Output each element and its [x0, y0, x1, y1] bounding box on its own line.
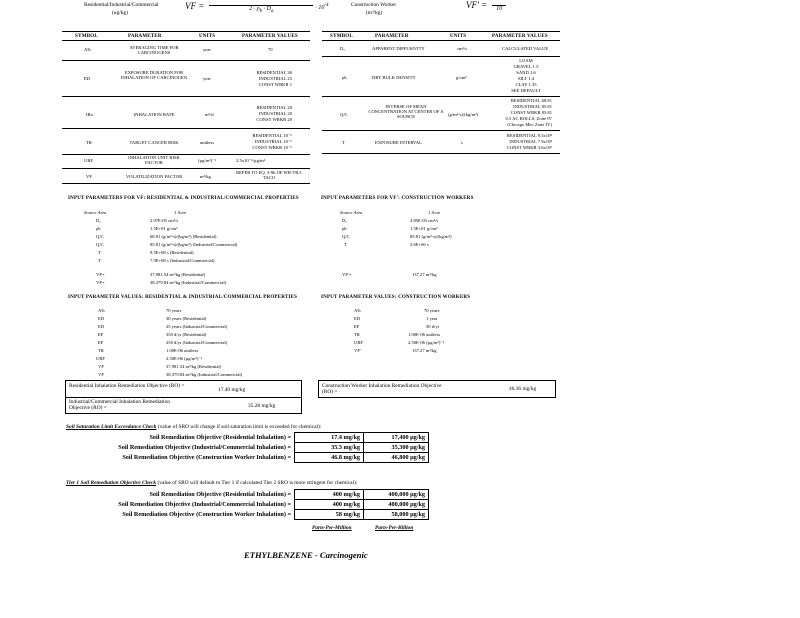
value-text: 2.50E-06 (µg/m³)⁻¹ [166, 356, 203, 361]
row-parameter: AVERAGING TIME FOR CARCINOGENS [129, 45, 179, 55]
input-left-title: INPUT PARAMETERS FOR VF: RESIDENTIAL & INDUSTRIAL/COMMERCIAL PROPERTIES [68, 196, 299, 201]
row-value: 70 [268, 47, 273, 52]
row-value: 0.5 AC ROLLS, Zone IV [505, 116, 552, 121]
source-area-value: 1 Acre [428, 210, 441, 215]
right-title: Construction Worker [351, 2, 397, 8]
input-symbol: Q/C [96, 242, 104, 247]
row-units: year [203, 76, 211, 81]
input-value: 7.9E+08 s (Industrial/Commercial) [150, 258, 215, 263]
table-row [66, 453, 429, 463]
col-parameter: PARAMETER [128, 34, 162, 39]
input-value: 85.81 (g/m²-s)/(kg/m³) [410, 234, 452, 239]
table-left-header-rule [62, 40, 310, 41]
saturation-label: Soil Remediation Objective (Residential Inhalation) = [66, 433, 295, 443]
row-units: g/cm³ [456, 75, 467, 80]
table-row [66, 443, 429, 453]
right-formula: VF' = 10 [466, 0, 506, 12]
value-text: 70 years [424, 308, 440, 313]
row-units: m³/kg [200, 174, 211, 179]
row-value: CALCULATED VALUE [502, 46, 549, 51]
row-value: RESIDENTIAL 30 [256, 70, 292, 75]
input-value: 9.5E+08 s (Residential) [150, 250, 194, 255]
row-symbol: T [342, 140, 345, 145]
saturation-note: (value of SRO will change if soil saturation limit is exceeded for chemical): [157, 424, 322, 430]
saturation-title: Soil Saturation Limit Exceedance Check [66, 424, 157, 430]
col-symbol: SYMBOL [330, 34, 353, 39]
tier1-ppb: 58,000 µg/kg [364, 510, 429, 520]
value-text: 1.00E-06 unitless [166, 348, 199, 353]
col-units: UNITS [450, 34, 467, 39]
input-right-title: INPUT PARAMETERS FOR VF': CONSTRUCTION WORKERS [321, 196, 474, 201]
col-parameter: PARAMETER [375, 34, 409, 39]
saturation-table [66, 432, 429, 463]
objective-label: Industrial/Commercial Inhalation Remediation Objective (RO) = [69, 399, 170, 411]
row-value: CONST WRKR 3.6x10⁶ [506, 145, 552, 150]
value-symbol: VF [98, 372, 104, 377]
input-symbol: VF= [96, 280, 105, 285]
input-value: 37,981.54 m³/kg (Residential) [150, 272, 206, 277]
table-right-top-rule [322, 31, 560, 32]
row-units: (g/m²-s)/(kg/m³) [448, 112, 479, 117]
row-value: GRAVEL 1.5 [513, 64, 539, 69]
value-symbol: EF [354, 324, 360, 329]
row-rule [62, 168, 310, 169]
row-value: CONST WRKR 20 [256, 117, 292, 122]
objective-value: 46.36 mg/kg [509, 386, 537, 392]
objectives-left-box [65, 380, 302, 414]
row-symbol: TR [86, 140, 92, 145]
tier1-ppb: 400,000 µg/kg [364, 500, 429, 510]
input-symbol: T [98, 258, 101, 263]
left-formula: VF = $2 \cdot \rho_b \cdot D_a$ · $10^{-4}$ [185, 0, 329, 15]
input-symbol: T [98, 250, 101, 255]
row-units: m³/d [205, 112, 214, 117]
value-symbol: TR [354, 332, 360, 337]
row-value: RESIDENTIAL 68.81 [510, 98, 552, 103]
tier1-value: 400 mg/kg [295, 500, 364, 510]
tier1-label: Soil Remediation Objective (Construction Worker Inhalation) = [66, 510, 295, 520]
row-parameter: VOLATILIZATION FACTOR [125, 174, 183, 179]
row-value: CONST WRKR 85.81 [510, 110, 552, 115]
source-area-label: Source Area [340, 210, 363, 215]
input-symbol: ρb [96, 226, 101, 231]
value-text: 37,981.54 m³/kg (Residential) [166, 364, 222, 369]
saturation-ppb: 46,800 µg/kg [364, 453, 429, 463]
row-value: RESIDENTIAL 9.5x10⁸ [506, 133, 552, 138]
row-rule [62, 128, 310, 129]
input-symbol: Dₐ [342, 218, 347, 223]
row-rule [322, 56, 560, 57]
table-left-top-rule [62, 31, 310, 32]
row-value: RESIDENTIAL 20 [256, 105, 292, 110]
saturation-value: 35.3 mg/kg [295, 443, 364, 453]
tier1-table [66, 489, 429, 520]
left-title: Residential/Industrial/Commercial [84, 2, 159, 8]
value-symbol: ED [98, 324, 105, 329]
input-symbol: T [344, 242, 347, 247]
input-value: 137.27 m³/kg [412, 272, 437, 277]
value-text: 350 d/yr (Residential) [166, 332, 207, 337]
tier1-label: Soil Remediation Objective (Industrial/Commercial Inhalation) = [66, 500, 295, 510]
input-value: 38,379.84 m³/kg (Industrial/Commercial) [150, 280, 227, 285]
row-parameter: DRY BULK DENSITY [372, 75, 416, 80]
value-text: 137.27 m³/kg [412, 348, 437, 353]
saturation-heading [66, 424, 321, 430]
tier1-title: Tier 1 Soil Remediation Objective Check [66, 480, 157, 486]
value-symbol: ED [98, 316, 105, 321]
value-symbol: URF [96, 356, 105, 361]
table-row [66, 510, 429, 520]
row-value: RESIDENTIAL 10⁻⁶ [252, 133, 292, 138]
table-row [66, 433, 429, 443]
objective-value: 35.28 mg/kg [248, 403, 276, 409]
value-text: 25 years (Industrial/Commercial) [166, 324, 228, 329]
row-symbol: VF [86, 174, 92, 179]
value-symbol: ED [354, 316, 361, 321]
row-symbol: ED [84, 76, 91, 81]
objective-label: Construction Worker Inhalation Remediation Objective (RO) = [322, 383, 442, 395]
row-value: LOAM [519, 58, 533, 63]
value-text: 38,379.84 m³/kg (Industrial/Commercial) [166, 372, 243, 377]
row-parameter: INHALATION RATE [133, 112, 175, 117]
row-parameter: EXPOSURE DURATION FOR INHALATION OF CARCINOGEN [120, 70, 188, 80]
objectives-right-box [318, 380, 556, 398]
col-units: UNITS [199, 34, 216, 39]
input-symbol: Dₐ [96, 218, 101, 223]
objective-label: Residential Inhalation Remediation Objective (RO) = [69, 383, 185, 389]
row-value: INDUSTRIAL 20 [258, 111, 292, 116]
footer-ppm: Parts-Per-Million [312, 525, 352, 531]
row-symbol: Dₐ [340, 46, 345, 51]
value-text: 250 d/yr (Industrial/Commercial) [166, 340, 228, 345]
tier1-label: Soil Remediation Objective (Residential Inhalation) = [66, 490, 295, 500]
input-symbol: Q/C [96, 234, 104, 239]
row-value: (Chicago Met. Zone IV) [507, 122, 552, 127]
saturation-label: Soil Remediation Objective (Industrial/Commercial Inhalation) = [66, 443, 295, 453]
input-value: 1.5E+01 g/cm³ [410, 226, 438, 231]
row-value: REFER TO EQ. 3-9b OF WR-TR/1 TACO [236, 170, 302, 180]
value-symbol: EF [98, 340, 104, 345]
value-text: 30 years (Residential) [166, 316, 207, 321]
table-right-header-rule [322, 40, 560, 41]
chemical-title: ETHYLBENZENE - Carcinogenic [244, 550, 368, 560]
input-value: 1.5E+01 g/cm³ [150, 226, 178, 231]
row-value: CLAY 1.35 [515, 82, 537, 87]
row-parameter: APPARENT DIFFUSIVITY [372, 46, 425, 51]
col-values: PARAMETER VALUES [492, 34, 548, 39]
row-units: s [461, 140, 463, 145]
row-rule [322, 96, 560, 97]
value-text: 30 d/yr [426, 324, 440, 329]
row-units: (µg/m³)⁻¹ [198, 158, 217, 163]
input-value: 85.81 (g/m²-s)/(kg/m³) (Industrial/Commercial) [150, 242, 238, 247]
row-symbol: ATc [84, 47, 92, 52]
row-rule [322, 130, 560, 131]
row-value: CONST WRKR 10⁻⁶ [252, 145, 292, 150]
tier1-value: 58 mg/kg [295, 510, 364, 520]
row-parameter: EXPOSURE INTERVAL [375, 140, 422, 145]
right-unit: (m³/kg) [366, 10, 383, 16]
tier1-note: (value of SRO will default to Tier 1 if calculated Tier 2 SRO is more stringent for chemical): [157, 480, 358, 486]
left-unit: (ug/kg) [112, 10, 128, 16]
row-units: cm²/s [457, 46, 468, 51]
row-value: SILT 1.4 [517, 76, 535, 81]
value-symbol: URF [354, 340, 363, 345]
row-value: INDUSTRIAL 85.81 [513, 104, 552, 109]
saturation-ppb: 17,400 µg/kg [364, 433, 429, 443]
row-value: CONST WRKR 1 [258, 82, 292, 87]
input-value: 3.6E+06 s [410, 242, 429, 247]
row-parameter: INHALATION UNIT RISK FACTOR [128, 155, 180, 165]
input-value: 4.85E-03 cm²/s [410, 218, 439, 223]
value-symbol: TR [98, 348, 104, 353]
row-units: unitless [200, 140, 215, 145]
value-symbol: ATc [354, 308, 362, 313]
input-symbol: VF= [96, 272, 105, 277]
row-value: 2.5x10⁻⁶/µg/m³ [236, 158, 266, 163]
values-right-title: INPUT PARAMETER VALUES: CONSTRUCTION WORKERS [321, 295, 471, 300]
source-area-value: 1 Acre [174, 210, 187, 215]
saturation-value: 46.8 mg/kg [295, 453, 364, 463]
row-parameter: INVERSE OF MEAN CONCENTRATION AT CENTER OF A SOURCE [368, 104, 444, 119]
row-parameter: TARGET CANCER RISK [129, 140, 179, 145]
input-symbol: ρb [342, 226, 347, 231]
value-text: 1 year [426, 316, 438, 321]
input-value: 68.81 (g/m²-s)/(kg/m³) (Residential) [150, 234, 217, 239]
row-symbol: Q/C [340, 112, 348, 117]
row-rule [62, 60, 310, 61]
row-rule [62, 96, 310, 97]
saturation-ppb: 35,300 µg/kg [364, 443, 429, 453]
value-symbol: VF' [354, 348, 361, 353]
table-row [66, 490, 429, 500]
saturation-value: 17.4 mg/kg [295, 433, 364, 443]
value-text: 1.00E-06 unitless [408, 332, 441, 337]
footer-ppb: Parts-Per-Billion [375, 525, 414, 531]
tier1-heading [66, 480, 357, 486]
row-value: INDUSTRIAL 25 [258, 76, 292, 81]
row-rule [62, 183, 310, 184]
tier1-value: 400 mg/kg [295, 490, 364, 500]
value-text: 2.50E-06 (µg/m³)⁻¹ [408, 340, 445, 345]
row-units: year [203, 47, 211, 52]
row-symbol: ρb [342, 75, 347, 80]
input-symbol: Q/C [342, 234, 350, 239]
values-left-title: INPUT PARAMETER VALUES: RESIDENTIAL & INDUSTRIAL/COMMERCIAL PROPERTIES [68, 295, 298, 300]
value-text: 70 years [166, 308, 182, 313]
row-symbol: IRa [86, 112, 93, 117]
col-values: PARAMETER VALUES [242, 34, 298, 39]
table-row [66, 500, 429, 510]
row-value: SAND 1.6 [516, 70, 536, 75]
value-symbol: EF [98, 332, 104, 337]
saturation-label: Soil Remediation Objective (Construction Worker Inhalation) = [66, 453, 295, 463]
row-value: INDUSTRIAL 7.9x10⁸ [509, 139, 552, 144]
value-symbol: ATc [98, 308, 106, 313]
value-symbol: VF [98, 364, 104, 369]
row-value: SEE DEFAULT [511, 88, 541, 93]
tier1-ppb: 400,000 µg/kg [364, 490, 429, 500]
objective-value: 17.40 mg/kg [218, 387, 246, 393]
input-symbol: VF'= [342, 272, 352, 277]
col-symbol: SYMBOL [75, 34, 98, 39]
row-rule [322, 153, 560, 154]
input-value: 2.97E-05 cm²/s [150, 218, 179, 223]
row-value: INDUSTRIAL 10⁻⁶ [254, 139, 292, 144]
source-area-label: Source Area [84, 210, 107, 215]
row-symbol: URF [84, 158, 93, 163]
